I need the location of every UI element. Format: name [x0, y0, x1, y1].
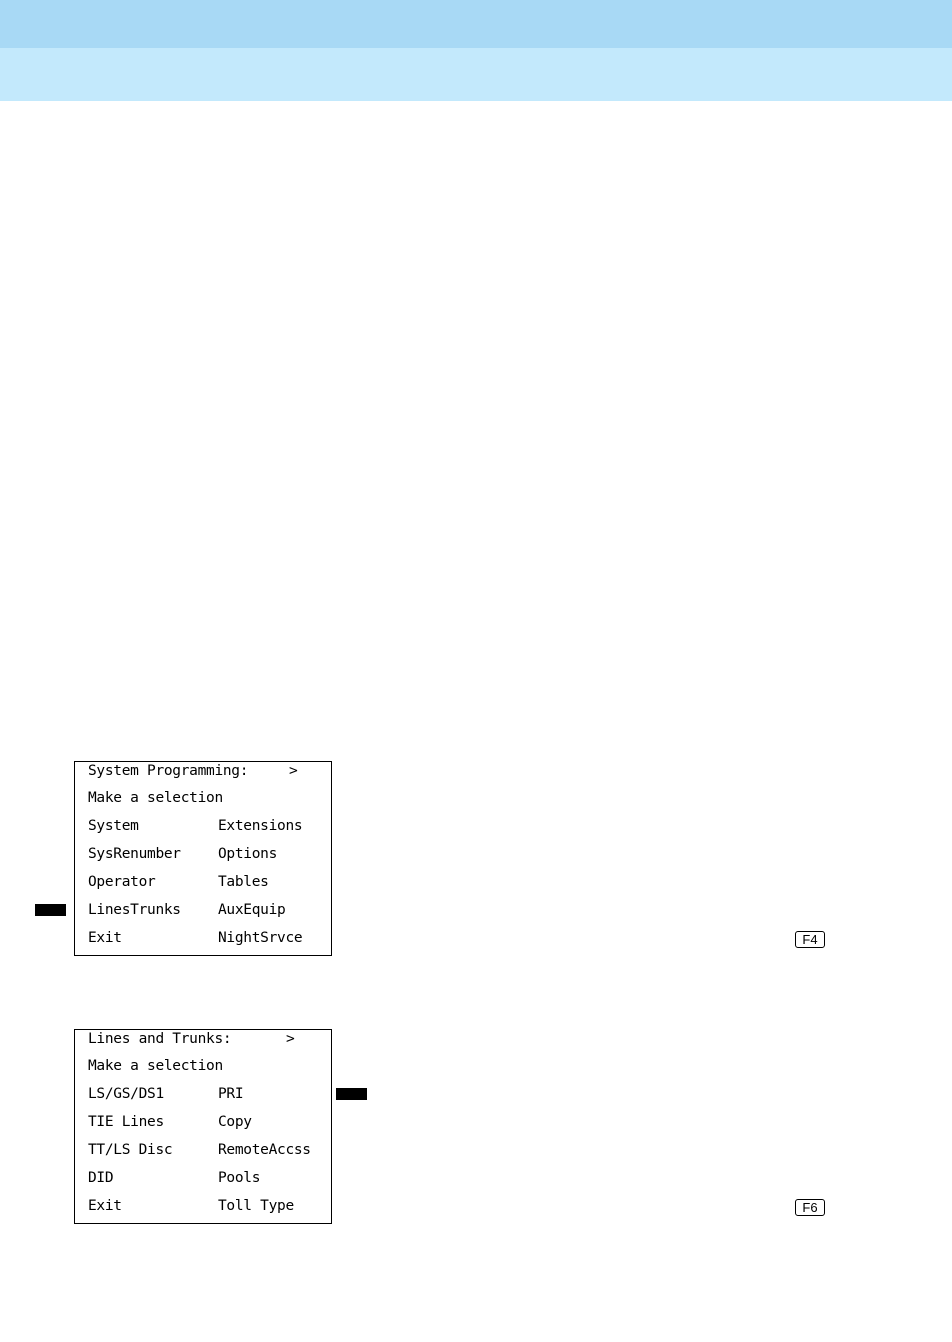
menu-option-pools[interactable]: Pools	[218, 1170, 261, 1186]
menu-option-tie-lines[interactable]: TIE Lines	[88, 1114, 164, 1130]
menu-option-exit[interactable]: Exit	[88, 1198, 122, 1214]
menu-option-auxequip[interactable]: AuxEquip	[218, 902, 286, 918]
menu-option-tt-ls-disc[interactable]: TT/LS Disc	[88, 1142, 173, 1158]
screen-subtitle: Make a selection	[88, 1058, 223, 1074]
screen-title: Lines and Trunks:	[88, 1031, 232, 1047]
next-page-arrow: >	[286, 1031, 295, 1047]
header-band-bottom	[0, 48, 952, 101]
menu-option-tables[interactable]: Tables	[218, 874, 269, 890]
menu-option-linestrunks[interactable]: LinesTrunks	[88, 902, 181, 918]
menu-option-toll-type[interactable]: Toll Type	[218, 1198, 294, 1214]
menu-option-exit[interactable]: Exit	[88, 930, 122, 946]
lines-and-trunks-display	[74, 1029, 332, 1224]
menu-option-operator[interactable]: Operator	[88, 874, 156, 890]
selection-marker-pri	[336, 1088, 367, 1100]
function-key-f6[interactable]: F6	[795, 1199, 825, 1216]
selection-marker-linestrunks	[35, 904, 66, 916]
menu-option-sysrenumber[interactable]: SysRenumber	[88, 846, 181, 862]
menu-option-did[interactable]: DID	[88, 1170, 114, 1186]
menu-option-options[interactable]: Options	[218, 846, 278, 862]
menu-option-ls-gs-ds1[interactable]: LS/GS/DS1	[88, 1086, 164, 1102]
menu-option-pri[interactable]: PRI	[218, 1086, 244, 1102]
screen-title: System Programming:	[88, 763, 249, 779]
next-page-arrow: >	[289, 763, 298, 779]
screen-subtitle: Make a selection	[88, 790, 223, 806]
function-key-f4[interactable]: F4	[795, 931, 825, 948]
system-programming-display	[74, 761, 332, 956]
menu-option-remoteaccss[interactable]: RemoteAccss	[218, 1142, 311, 1158]
menu-option-system[interactable]: System	[88, 818, 139, 834]
menu-option-nightsrvce[interactable]: NightSrvce	[218, 930, 303, 946]
menu-option-extensions[interactable]: Extensions	[218, 818, 303, 834]
menu-option-copy[interactable]: Copy	[218, 1114, 252, 1130]
header-band-top	[0, 0, 952, 48]
